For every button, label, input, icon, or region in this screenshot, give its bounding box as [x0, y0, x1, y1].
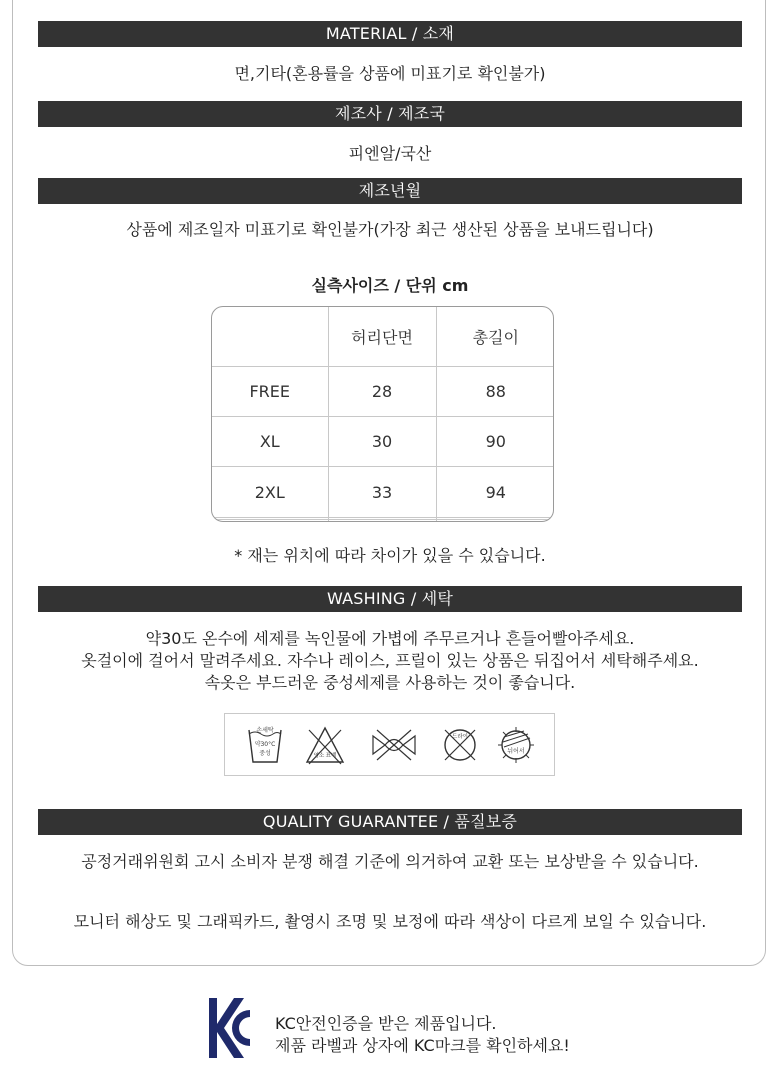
size-label-cell: FREE: [212, 366, 328, 416]
care-label: 뉘어서: [507, 748, 525, 755]
care-icons-box: [224, 713, 555, 776]
size-table: [211, 306, 554, 522]
care-label: 염소: [313, 753, 325, 759]
quality-header: QUALITY GUARANTEE / 품질보증: [38, 809, 742, 835]
size-header-cell: 총길이: [436, 307, 554, 366]
no-tumble-dry-icon: [439, 724, 481, 766]
size-label-cell: [212, 520, 328, 521]
size-value-cell: 30: [328, 417, 436, 467]
manufacture-date-text: 상품에 제조일자 미표기로 확인불가(가장 최근 생산된 상품을 보내드립니다): [126, 220, 654, 239]
quality-line: 공정거래위원회 고시 소비자 분쟁 해결 기준에 의거하여 교환 또는 보상받을 수 있습니다.: [81, 852, 699, 871]
quality-line: 모니터 해상도 및 그래픽카드, 촬영시 조명 및 보정에 따라 색상이 다르게 보일 수 있습니다.: [73, 912, 707, 931]
size-value-cell: 90: [436, 417, 554, 467]
hand-wash-icon: [245, 724, 285, 766]
care-label: 드라이: [452, 734, 468, 740]
size-note: * 재는 위치에 따라 차이가 있을 수 있습니다.: [234, 546, 546, 565]
care-label: 표백: [325, 753, 337, 759]
size-label-cell: XL: [212, 417, 328, 467]
manufacturer-header: 제조사 / 제조국: [38, 101, 742, 127]
size-table-header-row: [212, 307, 554, 366]
size-value-cell: 33: [328, 467, 436, 517]
washing-line: 속옷은 부드러운 중성세제를 사용하는 것이 좋습니다.: [204, 673, 576, 692]
manufacture-date-header: 제조년월: [38, 178, 742, 204]
size-value-cell: 94: [436, 467, 554, 517]
washing-line: 약30도 온수에 세제를 녹인물에 가볍에 주무르거나 흔들어빨아주세요.: [145, 629, 635, 648]
care-label: 약30°C: [254, 741, 276, 748]
kc-mark-icon: [206, 996, 252, 1060]
lay-flat-dry-icon: [495, 724, 537, 766]
size-header-cell: [212, 307, 328, 366]
no-bleach-icon: [303, 724, 347, 766]
material-text: 면,기타(혼용률을 상품에 미표기로 확인불가): [234, 64, 546, 83]
size-header-cell: 허리단면: [328, 307, 436, 366]
washing-line: 옷걸이에 걸어서 말려주세요. 자수나 레이스, 프릴이 있는 상품은 뒤집어서 세탁해주세요.: [81, 651, 699, 670]
manufacturer-text: 피엔알/국산: [348, 144, 432, 163]
size-value-cell: [436, 520, 554, 521]
size-value-cell: [328, 520, 436, 521]
kc-line: KC안전인증을 받은 제품입니다.: [275, 1014, 497, 1033]
size-label-cell: 2XL: [212, 467, 328, 517]
kc-line: 제품 라벨과 상자에 KC마크를 확인하세요!: [275, 1036, 570, 1055]
size-value-cell: 88: [436, 366, 554, 416]
table-row: [212, 467, 554, 517]
material-header: MATERIAL / 소재: [38, 21, 742, 47]
table-row: [212, 417, 554, 467]
table-row: [212, 520, 554, 521]
care-label: 중성: [259, 750, 271, 757]
no-wring-icon: [369, 724, 419, 766]
table-row: [212, 366, 554, 416]
size-title: 실측사이즈 / 단위 cm: [311, 276, 469, 295]
washing-header: WASHING / 세탁: [38, 586, 742, 612]
care-label: 손세탁: [256, 727, 274, 734]
size-value-cell: 28: [328, 366, 436, 416]
